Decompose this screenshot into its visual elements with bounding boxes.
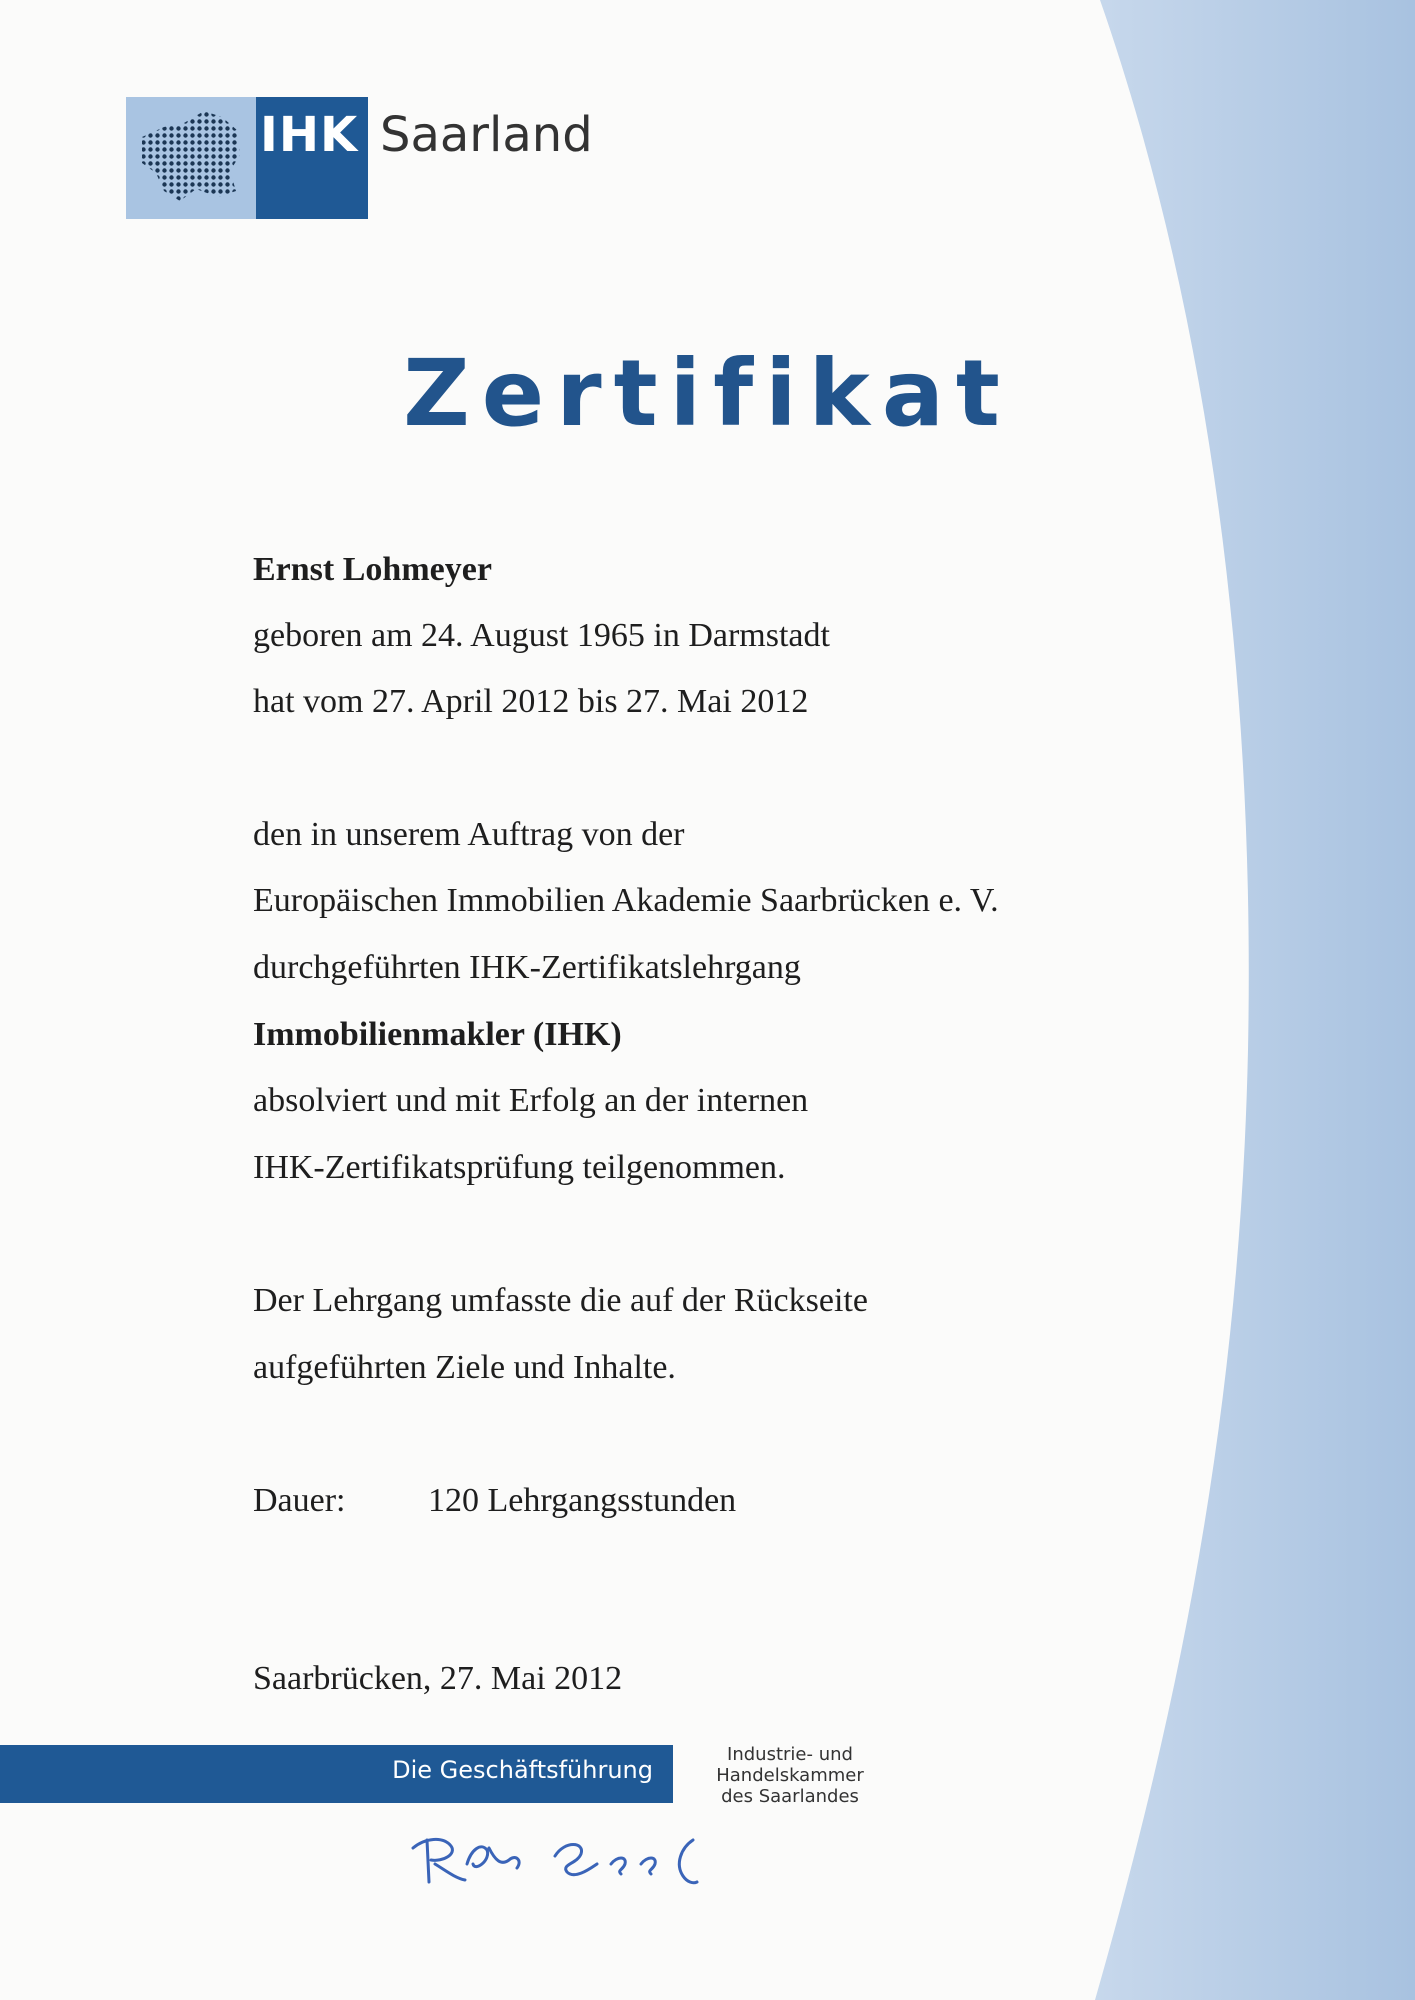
- logo-region-text: Saarland: [380, 107, 593, 163]
- course-text-line-5: absolviert und mit Erfolg an der internen: [253, 1082, 809, 1119]
- duration-label: Dauer:: [253, 1482, 346, 1519]
- course-name: Immobilienmakler (IHK): [253, 1016, 622, 1053]
- chamber-line-3: des Saarlandes: [721, 1786, 859, 1807]
- saarland-map-icon: [126, 97, 256, 219]
- management-label: Die Geschäftsführung: [392, 1756, 653, 1784]
- certificate-title: Zertifikat: [403, 340, 1012, 447]
- duration-value: 120 Lehrgangsstunden: [428, 1482, 737, 1519]
- management-band: [0, 1745, 673, 1803]
- recipient-name: Ernst Lohmeyer: [253, 551, 492, 588]
- birth-info: geboren am 24. August 1965 in Darmstadt: [253, 617, 830, 654]
- logo-map-panel: [126, 97, 256, 219]
- content-note-line-1: Der Lehrgang umfasste die auf der Rückseite: [253, 1282, 868, 1319]
- course-period: hat vom 27. April 2012 bis 27. Mai 2012: [253, 683, 809, 720]
- place-date: Saarbrücken, 27. Mai 2012: [253, 1660, 623, 1697]
- ihk-saarland-logo: [126, 97, 593, 219]
- signature: [405, 1820, 745, 1890]
- course-text-line-3: durchgeführten IHK-Zertifikatslehrgang: [253, 949, 801, 986]
- course-text-line-6: IHK-Zertifikatsprüfung teilgenommen.: [253, 1149, 786, 1186]
- course-text-line-2: Europäischen Immobilien Akademie Saarbrücken e. V.: [253, 882, 999, 919]
- chamber-name: [700, 1744, 880, 1807]
- logo-ihk-text: IHK: [260, 107, 359, 163]
- chamber-line-2: Handelskammer: [716, 1765, 864, 1786]
- chamber-line-1: Industrie- und: [727, 1744, 853, 1765]
- course-text-line-1: den in unserem Auftrag von der: [253, 816, 685, 853]
- content-note-line-2: aufgeführten Ziele und Inhalte.: [253, 1349, 676, 1386]
